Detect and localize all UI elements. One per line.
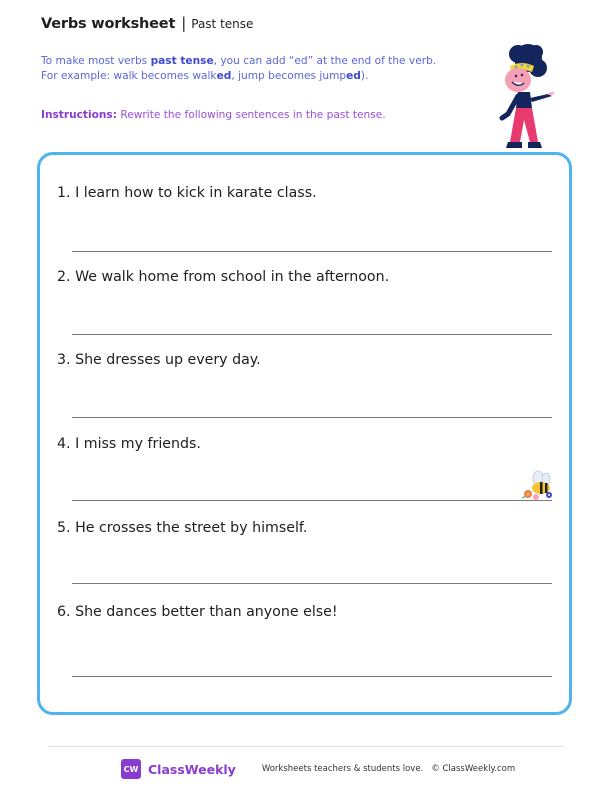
answer-line-6[interactable] [72, 676, 552, 677]
question-number: 2. [57, 269, 71, 285]
question-1 [57, 185, 317, 201]
question-4 [57, 436, 201, 452]
intro-line-1 [41, 54, 436, 69]
classweekly-logo-icon[interactable]: CW [121, 759, 141, 779]
title-separator: | [181, 14, 187, 32]
instructions [41, 109, 386, 121]
intro-bold-suffix: ed [346, 70, 361, 82]
intro-line-2 [41, 69, 436, 84]
question-2 [57, 269, 389, 285]
question-text: She dresses up every day. [75, 352, 261, 368]
question-text: I miss my friends. [75, 436, 201, 452]
question-6 [57, 604, 338, 620]
worksheet-header [41, 14, 253, 34]
footer-copyright[interactable]: © ClassWeekly.com [431, 764, 516, 774]
intro-text-segment: , jump becomes jump [231, 70, 347, 82]
question-text: We walk home from school in the afternoon. [75, 269, 390, 285]
intro-text-segment: For example: walk becomes walk [41, 70, 217, 82]
worksheet-subtitle: Past tense [191, 17, 254, 31]
instructions-text: Rewrite the following sentences in the past tense. [116, 109, 386, 121]
question-number: 6. [57, 604, 71, 620]
worksheet-title: Verbs worksheet [41, 16, 176, 32]
question-text: He crosses the street by himself. [75, 520, 308, 536]
intro-bold-term: past tense [150, 55, 214, 67]
instructions-label: Instructions: [41, 109, 117, 121]
question-number: 1. [57, 185, 71, 201]
bee-with-flowers-illustration [516, 470, 556, 502]
question-number: 5. [57, 520, 71, 536]
intro-text-segment: , you can add “ed” at the end of the verb. [213, 55, 437, 67]
answer-line-1[interactable] [72, 251, 552, 252]
intro-text-segment: To make most verbs [41, 55, 151, 67]
answer-line-5[interactable] [72, 583, 552, 584]
footer-divider [48, 746, 564, 747]
question-3 [57, 352, 261, 368]
footer-tagline: Worksheets teachers & students love. [261, 764, 424, 774]
questions-box [37, 152, 572, 715]
question-text: She dances better than anyone else! [75, 604, 338, 620]
intro-bold-suffix: ed [216, 70, 232, 82]
answer-line-2[interactable] [72, 334, 552, 335]
intro-text-segment: ). [360, 70, 369, 82]
question-number: 3. [57, 352, 71, 368]
intro-text [41, 54, 436, 84]
answer-line-3[interactable] [72, 417, 552, 418]
brand-name[interactable]: ClassWeekly [148, 761, 236, 777]
dancing-girl-illustration [490, 42, 556, 154]
question-number: 4. [57, 436, 71, 452]
question-text: I learn how to kick in karate class. [75, 185, 317, 201]
footer [121, 759, 515, 779]
answer-line-4[interactable] [72, 500, 552, 501]
question-5 [57, 520, 307, 536]
